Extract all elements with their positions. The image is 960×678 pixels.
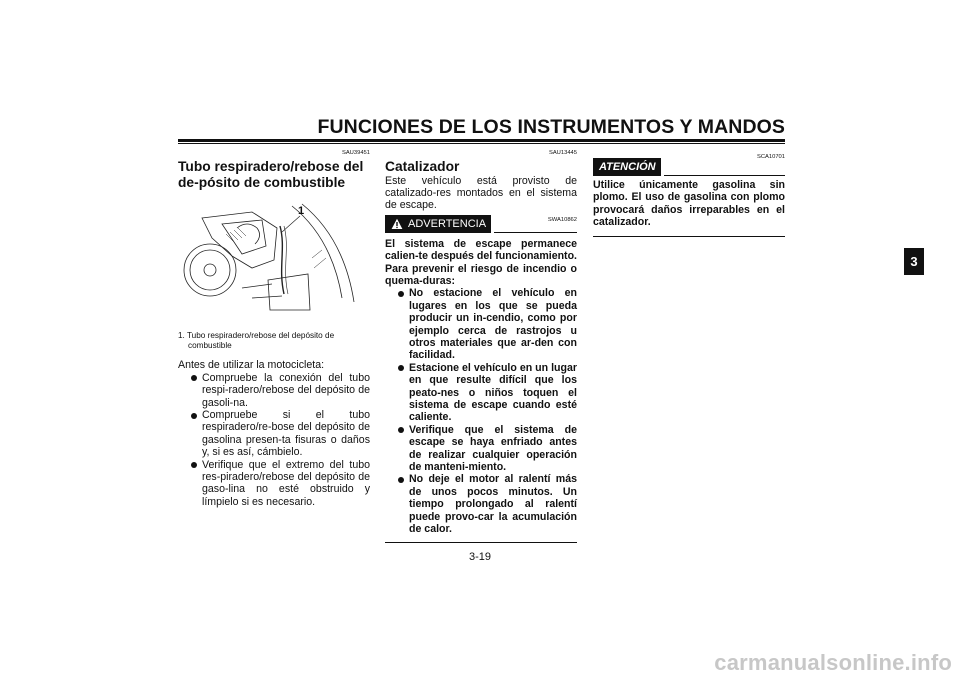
section-code: SAU39451	[341, 150, 370, 156]
list-item: No estacione el vehículo en lugares en los que se pueda producir un in-cendio, como por ejemplo cerca de rastrojos u otros materiales que ar-den con facilidad.	[398, 287, 577, 361]
list-item: Verifique que el extremo del tubo res-piradero/rebose del depósito de gaso-lina no esté obstruido y límpielo si es necesario.	[191, 459, 370, 509]
list-item: Compruebe si el tubo respiradero/re-bose del depósito de gasolina presen-ta fisuras o daños y, si es así, cámbielo.	[191, 409, 370, 459]
page-number: 3-19	[468, 551, 492, 563]
section-heading: Catalizador	[385, 159, 460, 174]
section-heading: Tubo respiradero/rebose del de-pósito de combustible	[178, 159, 364, 190]
warning-text: El sistema de escape permanece calien-te después del funcionamiento. Para prevenir el riesgo de incendio o quema-duras:	[385, 237, 577, 287]
page-title: FUNCIONES DE LOS INSTRUMENTOS Y MANDOS	[317, 116, 785, 138]
list-item: Verifique que el sistema de escape se haya enfriado antes de realizar cualquier operación de manteni-miento.	[398, 424, 577, 474]
column-breather-hose	[178, 150, 370, 508]
list-item: No deje el motor al ralentí más de unos pocos minutos. Un tiempo prolongado al ralentí puede provo-car la acumulación de calor.	[398, 473, 577, 535]
warning-list	[385, 287, 577, 535]
notice-end-rule	[593, 236, 785, 237]
warning-end-rule	[385, 542, 577, 543]
header-rule-thin	[178, 143, 785, 144]
watermark[interactable]: carmanualsonline.info	[714, 650, 952, 675]
notice-badge	[593, 158, 661, 176]
warning-rule	[494, 232, 577, 233]
warning-label: ADVERTENCIA	[408, 217, 487, 230]
intro-text: Antes de utilizar la motocicleta:	[178, 359, 325, 372]
column-catalyst	[385, 150, 577, 543]
figure-caption: 1. Tubo respiradero/rebose del depósito de combustible	[178, 331, 335, 351]
notice-label: ATENCIÓN	[599, 160, 656, 173]
checklist	[178, 372, 370, 508]
breather-hose-illustration	[182, 198, 362, 318]
warning-badge	[385, 215, 491, 233]
list-item: Compruebe la conexión del tubo respi-radero/rebose del depósito de gasoli-na.	[191, 372, 370, 409]
notice-code: SCA10701	[756, 154, 785, 160]
notice-text: Utilice únicamente gasolina sin plomo. El uso de gasolina con plomo provocará daños irreparables en el catalizador.	[593, 179, 785, 229]
notice-rule	[664, 175, 785, 176]
section-code: SAU13445	[548, 150, 577, 156]
figure-callout: 1	[298, 205, 305, 217]
column-notice	[593, 150, 785, 237]
warning-code: SWA10862	[547, 216, 577, 223]
warning-triangle-icon	[391, 218, 403, 230]
list-item: Estacione el vehículo en un lugar en que resulte difícil que los peato-nes o niños toquen el sistema de escape cuando esté caliente.	[398, 362, 577, 424]
chapter-tab[interactable]: 3	[904, 248, 924, 275]
header-rule	[178, 139, 785, 142]
intro-text: Este vehículo está provisto de catalizado-res montados en el sistema de escape.	[385, 174, 577, 212]
